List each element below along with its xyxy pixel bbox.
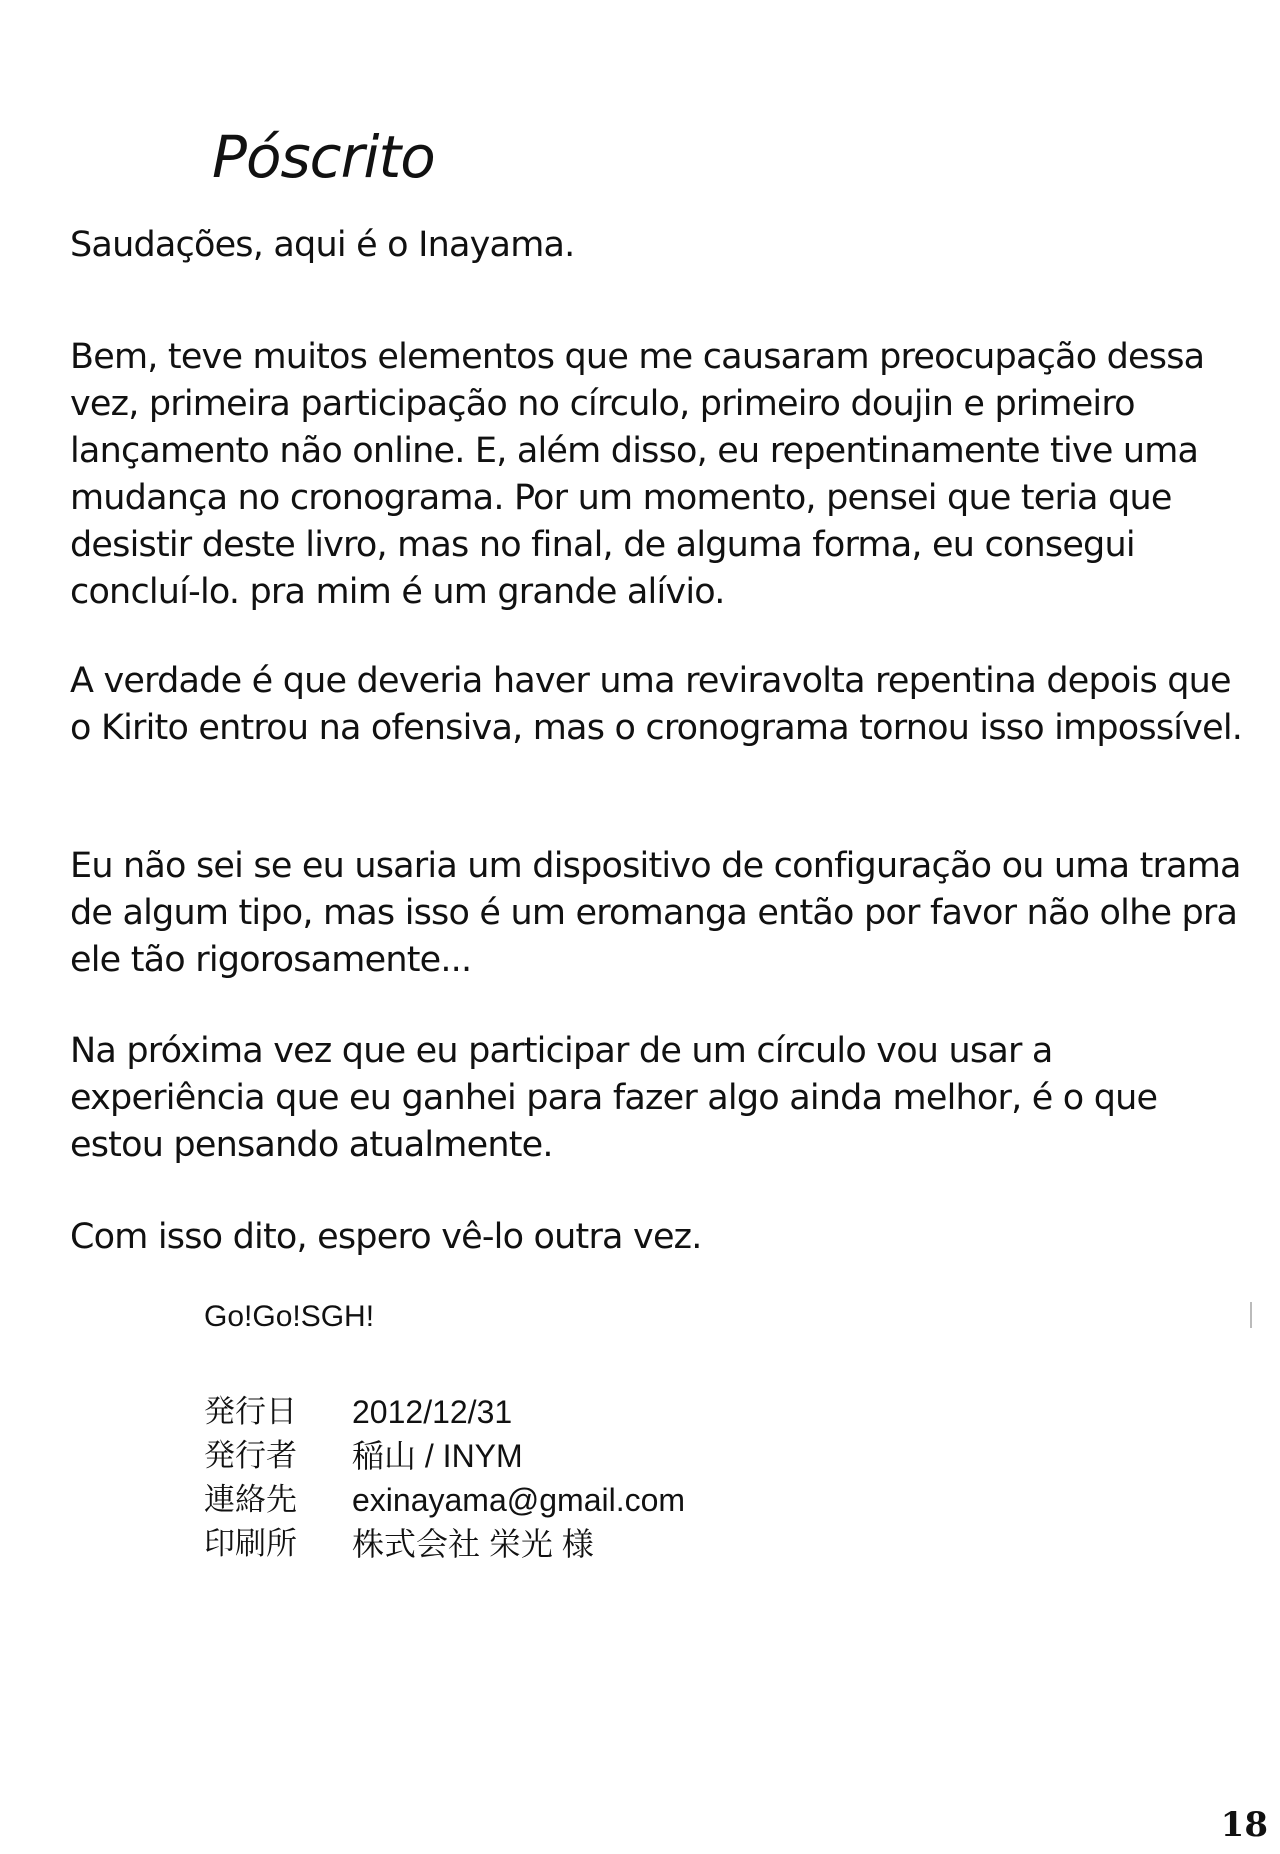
paragraph-plot-device: Eu não sei se eu usaria um dispositivo de configuração ou uma trama de algum tipo, mas isso é um eromanga então por favor não olhe pra ele tão rigorosamente... (70, 846, 1241, 980)
circle-name: Go!Go!SGH! (204, 1300, 375, 1333)
closing-paragraph: Com isso dito, espero vê-lo outra vez. (70, 1217, 702, 1257)
paragraph-next-time: Na próxima vez que eu participar de um círculo vou usar a experiência que eu ganhei para fazer algo ainda melhor, é o que estou pensando atualmente. (70, 1031, 1158, 1165)
paragraph-concerns: Bem, teve muitos elementos que me causaram preocupação dessa vez, primeira participação no círculo, primeiro doujin e primeiro lançamento não online. E, além disso, eu repentinamente tive uma mudança no cronograma. Por um momento, pensei que teria que desistir deste livro, mas no final, de alguma forma, eu consegui concluí-lo. pra mim é um grande alívio. (70, 337, 1205, 612)
colophon-row-contact (204, 1478, 685, 1522)
colophon-label: 発行者 (204, 1438, 297, 1474)
colophon-label: 連絡先 (204, 1482, 297, 1518)
page-title: Póscrito (212, 123, 435, 191)
greeting-paragraph: Saudações, aqui é o Inayama. (70, 225, 575, 265)
colophon (204, 1390, 685, 1566)
colophon-value: 株式会社 栄光 様 (352, 1526, 594, 1562)
colophon-value: exinayama@gmail.com (352, 1482, 686, 1518)
colophon-row-printer (204, 1522, 685, 1566)
colophon-label: 発行日 (204, 1394, 297, 1430)
paragraph-plot-twist: A verdade é que deveria haver uma reviravolta repentina depois que o Kirito entrou na ofensiva, mas o cronograma tornou isso impossível. (70, 661, 1243, 748)
colophon-value: 稲山 / INYM (352, 1438, 523, 1474)
scan-edge-mark (1250, 1302, 1252, 1328)
colophon-label: 印刷所 (204, 1526, 297, 1562)
page-number: 18 (1220, 1805, 1268, 1845)
colophon-value: 2012/12/31 (352, 1394, 513, 1430)
colophon-row-date (204, 1390, 685, 1434)
colophon-row-publisher (204, 1434, 685, 1478)
